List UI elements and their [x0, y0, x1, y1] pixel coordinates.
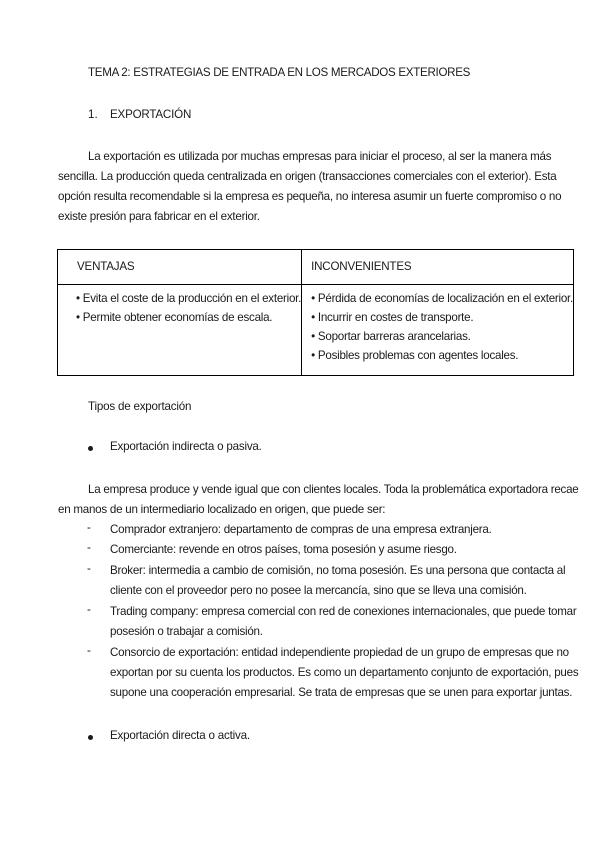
list-item: • Soportar barreras arancelarias. — [311, 330, 471, 343]
ventajas-header: VENTAJAS — [77, 260, 135, 273]
intro-paragraph — [58, 147, 562, 227]
bullet-directa: Exportación directa o activa. — [110, 729, 250, 742]
intro-line: sencilla. La producción queda centralizada en origen (transacciones comerciales con el exterior). Esta — [58, 170, 557, 183]
list-item: • Posibles problemas con agentes locales. — [311, 349, 519, 362]
intermediario-line: Broker: intermedia a cambio de comisión, no toma posesión. Es una persona que contacta al — [110, 564, 566, 577]
intro-line: existe presión para fabricar en el exterior. — [58, 210, 260, 223]
section-heading: EXPORTACIÓN — [110, 108, 192, 121]
list-item: • Permite obtener economías de escala. — [76, 311, 273, 324]
intermediario-line: Comerciante: revende en otros países, toma posesión y asume riesgo. — [110, 543, 457, 556]
intermediario-line: Trading company: empresa comercial con red de conexiones internacionales, que puede tomar — [110, 605, 577, 618]
intro-line: opción resulta recomendable si la empresa es pequeña, no interesa asumir un fuerte compromiso o no — [58, 190, 562, 203]
table-header-cell — [58, 250, 302, 285]
inconvenientes-cell — [302, 285, 574, 376]
intermediario-item — [110, 520, 492, 540]
dash-marker: - — [87, 541, 91, 554]
intermediario-item — [110, 643, 578, 703]
table-row — [58, 285, 574, 376]
list-item: • Evita el coste de la producción en el exterior. — [76, 292, 302, 305]
indirecta-paragraph — [58, 480, 579, 520]
ventajas-list — [58, 285, 301, 375]
bullet-icon — [88, 735, 93, 740]
dash-marker: - — [87, 644, 91, 657]
intermediario-line: Consorcio de exportación: entidad independiente propiedad de un grupo de empresas que no — [110, 646, 569, 659]
list-item: • Incurrir en costes de transporte. — [311, 311, 474, 324]
dash-marker: - — [87, 562, 91, 575]
bullet-icon — [88, 446, 93, 451]
inconvenientes-header: INCONVENIENTES — [311, 260, 412, 273]
intermediario-item — [110, 602, 576, 642]
table-header-row — [58, 250, 574, 285]
intermediario-item — [110, 540, 457, 560]
ventajas-inconvenientes-table — [57, 249, 574, 376]
intermediario-line: supone una cooperación empresarial. Se trata de empresas que se unen para exportar juntas. — [110, 686, 573, 699]
list-item: • Pérdida de economías de localización en el exterior. — [311, 292, 573, 305]
indirecta-line: en manos de un intermediario localizado en origen, que puede ser: — [58, 503, 386, 516]
ventajas-cell — [58, 285, 302, 376]
intermediario-line: exportan por su cuenta los productos. Es como un departamento conjunto de exportación, pues — [110, 666, 579, 679]
intro-line: La exportación es utilizada por muchas empresas para iniciar el proceso, al ser la manera más — [88, 150, 552, 163]
tipos-heading: Tipos de exportación — [88, 400, 192, 413]
inconvenientes-list — [302, 285, 573, 375]
indirecta-line: La empresa produce y vende igual que con clientes locales. Toda la problemática exportadora recae — [88, 483, 579, 496]
intermediario-line: Comprador extranjero: departamento de compras de una empresa extranjera. — [110, 523, 492, 536]
dash-marker: - — [87, 521, 91, 534]
intermediario-item — [110, 561, 565, 601]
document-title: TEMA 2: ESTRATEGIAS DE ENTRADA EN LOS MERCADOS EXTERIORES — [88, 66, 471, 79]
table-header-cell — [302, 250, 574, 285]
dash-marker: - — [87, 603, 91, 616]
section-number: 1. — [88, 108, 98, 121]
intermediario-line: cliente con el proveedor pero no posee la mercancía, sino que se lleva una comisión. — [110, 584, 527, 597]
intermediario-line: posesión o trabajar a comisión. — [110, 625, 263, 638]
bullet-indirecta: Exportación indirecta o pasiva. — [110, 440, 262, 453]
